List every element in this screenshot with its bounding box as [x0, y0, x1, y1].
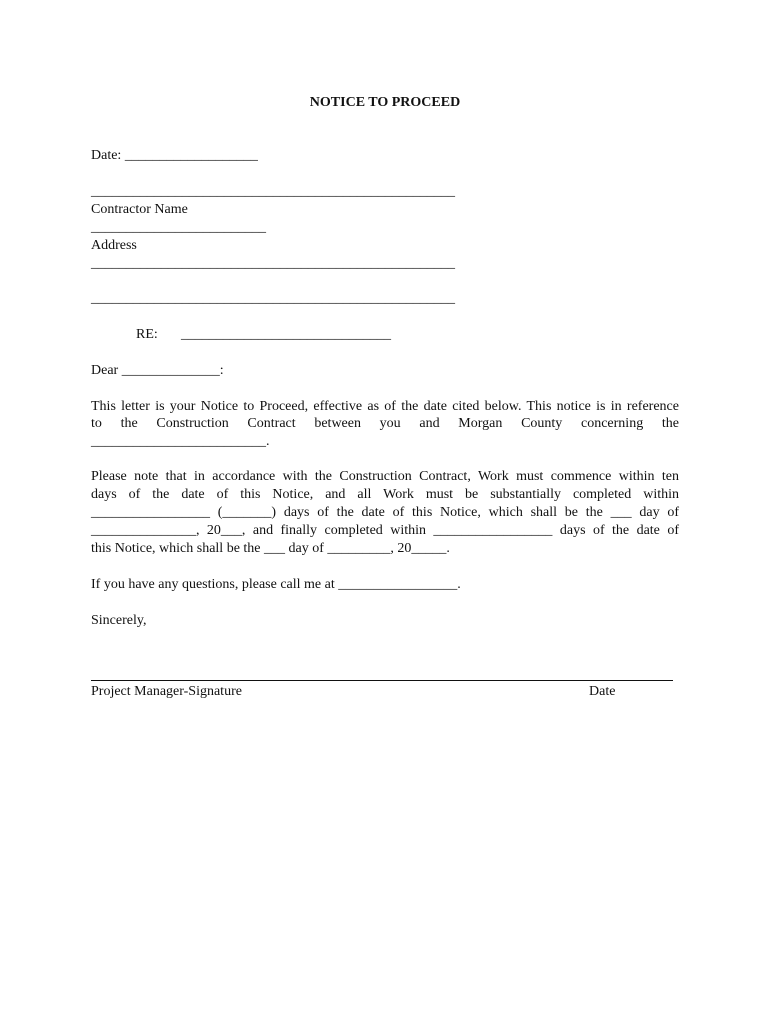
paragraph-2-line-5: this Notice, which shall be the ___ day of _________, 20_____.: [91, 541, 450, 556]
document-title: NOTICE TO PROCEED: [309, 95, 461, 110]
salutation: Dear ______________:: [91, 363, 224, 378]
signature-label: Project Manager-Signature: [91, 684, 242, 699]
re-rule: ______________________________: [181, 327, 391, 342]
paragraph-2-line-2: days of the date of this Notice, and all Work must be substantially completed within: [91, 487, 679, 502]
signature-line: [91, 680, 673, 681]
paragraph-1-line-1: This letter is your Notice to Proceed, effective as of the date cited below. This notice is in reference: [91, 399, 679, 414]
re-label: RE:: [136, 327, 158, 342]
paragraph-1-line-3: _________________________.: [91, 434, 270, 449]
closing: Sincerely,: [91, 613, 147, 628]
paragraph-2-line-1: Please note that in accordance with the Construction Contract, Work must commence within ten: [91, 469, 679, 484]
paragraph-2-line-4: _______________, 20___, and finally completed within _________________ days of the date of: [91, 523, 679, 538]
contractor-name-label: Contractor Name: [91, 202, 188, 217]
date-label: Date: [589, 684, 616, 699]
address-label: Address: [91, 238, 137, 253]
address-rule-2: ____________________________________________________: [91, 291, 455, 306]
paragraph-2-line-3: _________________ (_______) days of the date of this Notice, which shall be the ___ day of: [91, 505, 679, 520]
date-field: Date: ___________________: [91, 148, 258, 163]
address-rule-short: _________________________: [91, 220, 266, 235]
questions-line: If you have any questions, please call me at _________________.: [91, 577, 461, 592]
contractor-name-rule: ____________________________________________________: [91, 184, 455, 199]
paragraph-1-line-2: to the Construction Contract between you and Morgan County concerning the: [91, 416, 679, 431]
address-rule-1: ____________________________________________________: [91, 256, 455, 271]
